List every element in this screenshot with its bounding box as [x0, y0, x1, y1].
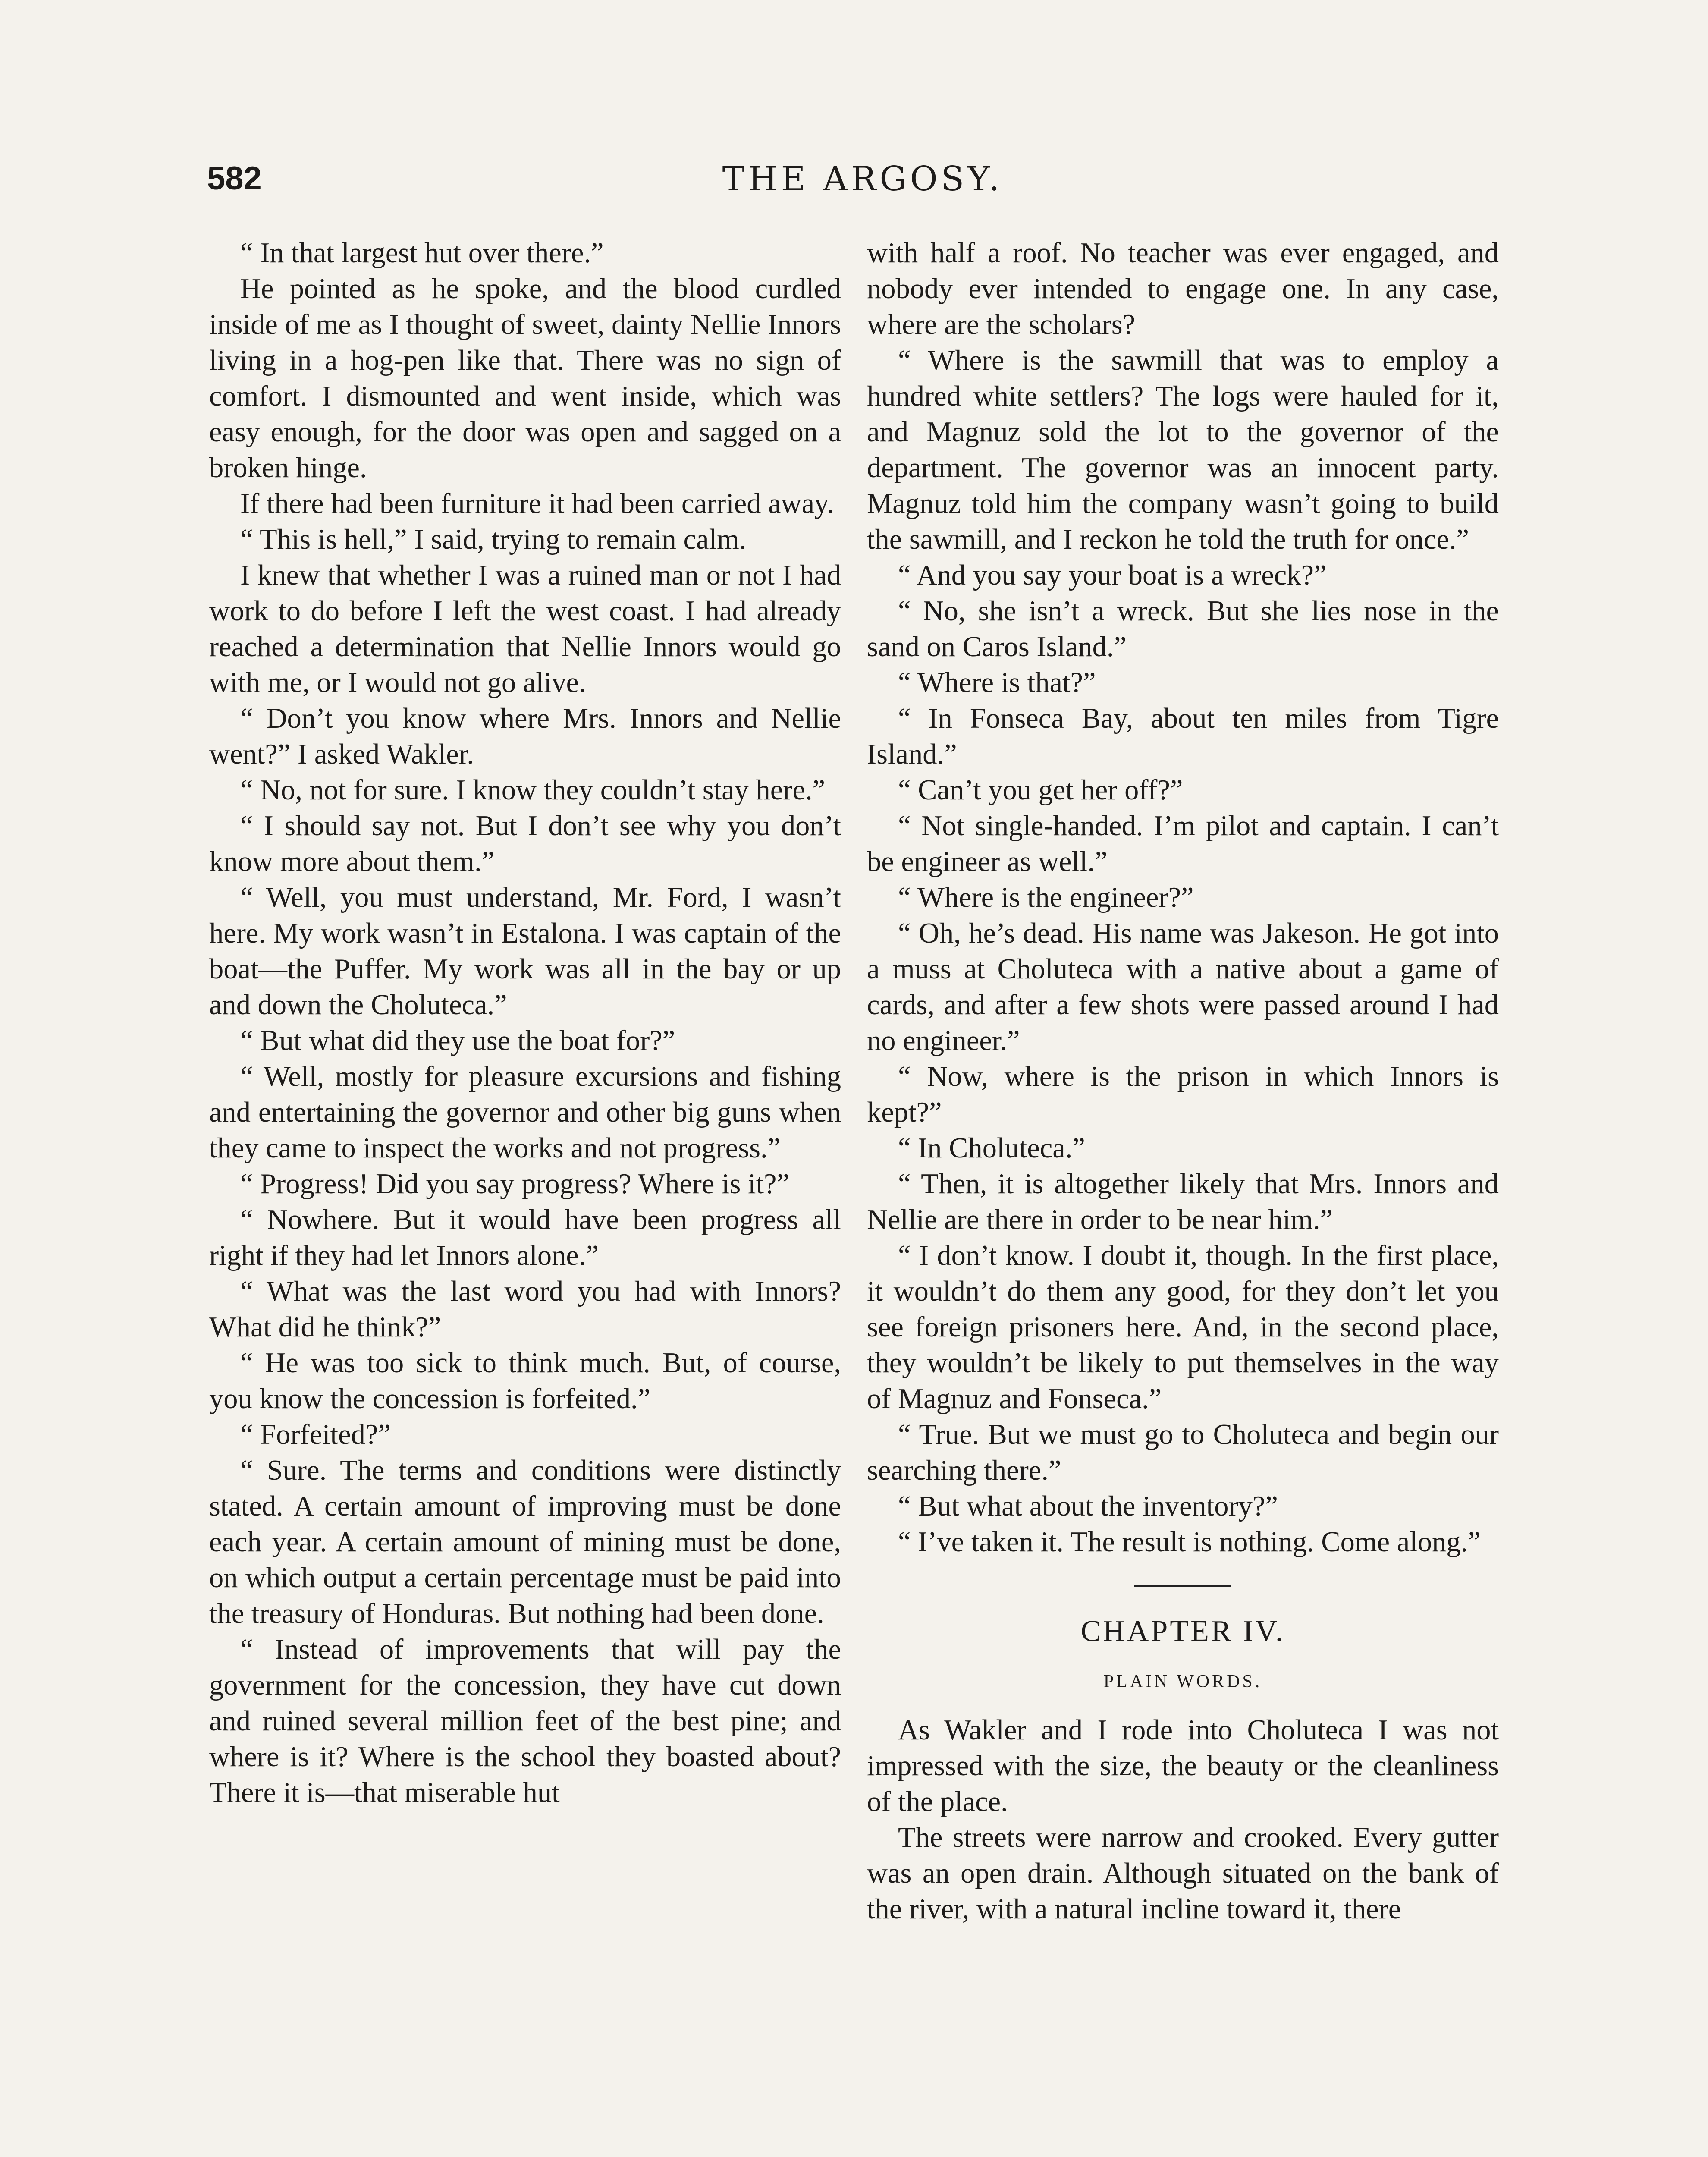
paragraph-continued: with half a roof. No teacher was ever engaged, and nobody ever intended to engage one. In any case, where are the scholars? [867, 237, 1499, 340]
paragraph: “ Sure. The terms and conditions were distinctly stated. A certain amount of improving must be done each year. A certain amount of mining must be done, on which output a certain percentage must be paid into the treasury of Honduras. But nothing had been done. [209, 1455, 841, 1629]
paragraph: “ But what did they use the boat for?” [240, 1025, 675, 1056]
left-column [209, 235, 841, 2157]
paragraph: “ Now, where is the prison in which Innors is kept?” [867, 1061, 1499, 1128]
paragraph: “ Don’t you know where Mrs. Innors and Nellie went?” I asked Wakler. [209, 703, 841, 770]
paragraph: “ Can’t you get her off?” [898, 774, 1183, 806]
paragraph: “ But what about the inventory?” [898, 1490, 1278, 1522]
paragraph: “ Forfeited?” [240, 1419, 391, 1450]
paragraph: He pointed as he spoke, and the blood curdled inside of me as I thought of sweet, dainty Nellie Innors living in a hog-pen like that. There was no sign of comfort. I dismounted and went inside, which was easy enough, for the door was open and sagged on a broken hinge. [209, 273, 841, 484]
chapter-subtitle: PLAIN WORDS. [1103, 1672, 1262, 1692]
paragraph: “ Where is that?” [898, 667, 1096, 698]
paragraph: “ No, she isn’t a wreck. But she lies nose in the sand on Caros Island.” [867, 595, 1499, 663]
paragraph: “ Well, you must understand, Mr. Ford, I wasn’t here. My work wasn’t in Estalona. I was captain of the boat—the Puffer. My work was all in the bay or up and down the Choluteca.” [209, 882, 841, 1021]
paragraph: “ Well, mostly for pleasure excursions and fishing and entertaining the governor and other big guns when they came to inspect the works and not progress.” [209, 1061, 841, 1164]
paragraph: “ I should say not. But I don’t see why you don’t know more about them.” [209, 810, 841, 877]
paragraph: “ Instead of improvements that will pay the government for the concession, they have cut down and ruined several million feet of the best pine; and where is it? Where is the school they boasted about? There it is—that miserable hut [209, 1634, 841, 1808]
paragraph: “ True. But we must go to Choluteca and begin our searching there.” [867, 1419, 1499, 1486]
paragraph: “ In Choluteca.” [898, 1132, 1085, 1164]
paragraph: The streets were narrow and crooked. Every gutter was an open drain. Although situated on the bank of the river, with a natural incline toward it, there [867, 1822, 1499, 1925]
section-divider [1134, 1585, 1231, 1587]
paragraph: “ No, not for sure. I know they couldn’t stay here.” [240, 774, 826, 806]
page-header [207, 160, 1518, 211]
paragraph: “ And you say your boat is a wreck?” [898, 560, 1327, 591]
page-number: 582 [207, 160, 262, 197]
paragraph: “ In Fonseca Bay, about ten miles from Tigre Island.” [867, 703, 1499, 770]
paragraph: “ This is hell,” I said, trying to remain calm. [240, 524, 747, 555]
paragraph: If there had been furniture it had been carried away. [240, 488, 834, 519]
paragraph: “ I don’t know. I doubt it, though. In the first place, it wouldn’t do them any good, for they don’t let you see foreign prisoners here. And, in the second place, they wouldn’t be likely to put themselves in the way of Magnuz and Fonseca.” [867, 1240, 1499, 1415]
paragraph: “ He was too sick to think much. But, of course, you know the concession is forfeited.” [209, 1347, 841, 1415]
running-title: THE ARGOSY. [722, 160, 1003, 198]
paragraph: “ Then, it is altogether likely that Mrs. Innors and Nellie are there in order to be near him.” [867, 1168, 1499, 1236]
paragraph: “ Oh, he’s dead. His name was Jakeson. He got into a muss at Choluteca with a native about a game of cards, and after a few shots were passed around I had no engineer.” [867, 918, 1499, 1056]
paragraph: “ Progress! Did you say progress? Where is it?” [240, 1168, 790, 1200]
right-column [867, 235, 1499, 2157]
paragraph: “ I’ve taken it. The result is nothing. Come along.” [898, 1526, 1481, 1558]
paragraph: “ Where is the engineer?” [898, 882, 1194, 913]
chapter-title: CHAPTER IV. [1080, 1615, 1285, 1648]
paragraph: “ What was the last word you had with Innors? What did he think?” [209, 1276, 841, 1343]
paragraph: “ Where is the sawmill that was to employ a hundred white settlers? The logs were hauled for it, and Magnuz sold the lot to the governor of the department. The governor was an innocent party. Magnuz told him the company wasn’t going to build the sawmill, and I reckon he told the truth for once.” [867, 345, 1499, 555]
paragraph: As Wakler and I rode into Choluteca I was not impressed with the size, the beauty or the cleanliness of the place. [867, 1714, 1499, 1817]
paragraph: “ Nowhere. But it would have been progress all right if they had let Innors alone.” [209, 1204, 841, 1271]
paragraph: I knew that whether I was a ruined man or not I had work to do before I left the west coast. I had already reached a determination that Nellie Innors would go with me, or I would not go alive. [209, 560, 841, 698]
paragraph: “ In that largest hut over there.” [240, 237, 604, 269]
paragraph: “ Not single-handed. I’m pilot and captain. I can’t be engineer as well.” [867, 810, 1499, 877]
